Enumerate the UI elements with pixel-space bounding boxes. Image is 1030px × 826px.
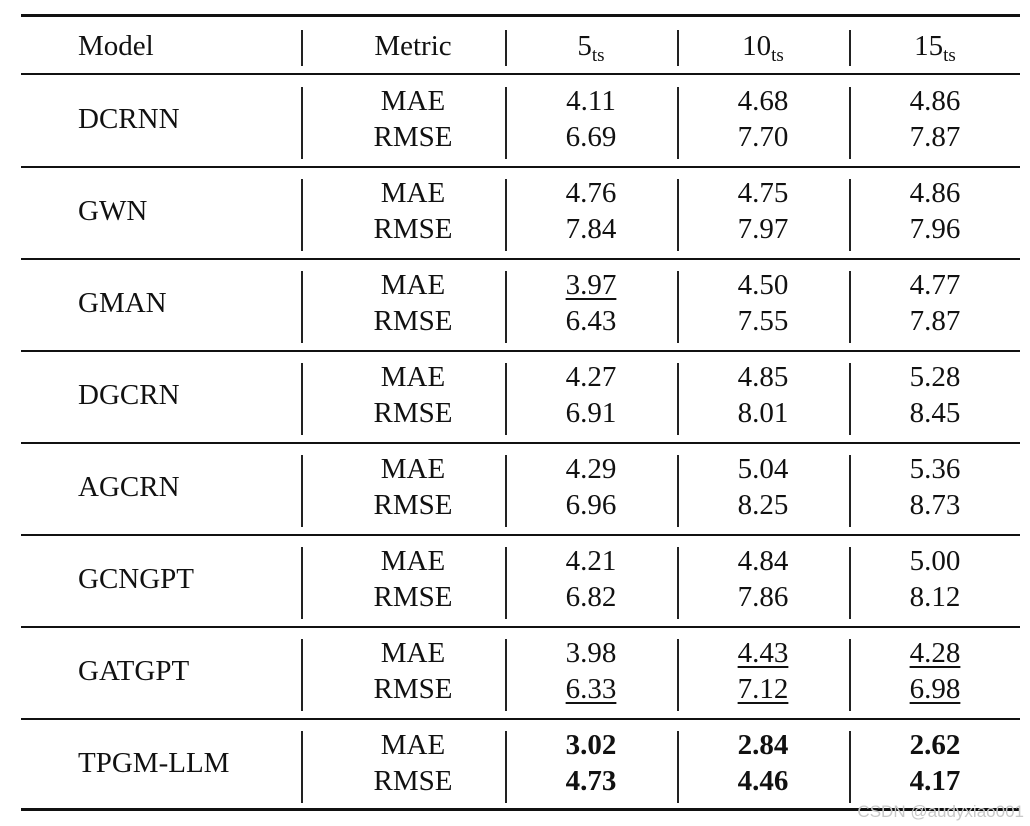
rmse-value: 4.46 xyxy=(737,765,789,797)
rmse-value: 6.91 xyxy=(565,397,617,429)
rmse-value: 8.73 xyxy=(909,489,961,521)
rmse-value: 8.45 xyxy=(909,397,961,429)
metric-rmse-label: RMSE xyxy=(373,765,453,797)
results-table xyxy=(21,0,1020,826)
watermark-text: CSDN @audyxiao001 xyxy=(857,802,1024,821)
row-rule xyxy=(21,534,1020,536)
metric-rmse-label: RMSE xyxy=(373,213,453,245)
column-divider xyxy=(505,639,507,711)
metric-rmse-label: RMSE xyxy=(373,581,453,613)
column-divider xyxy=(505,363,507,435)
mae-value: 3.98 xyxy=(565,637,617,669)
mae-value: 4.28 xyxy=(909,637,961,669)
rmse-value: 6.96 xyxy=(565,489,617,521)
mae-value: 4.84 xyxy=(737,545,789,577)
metric-rmse-label: RMSE xyxy=(373,673,453,705)
header-10ts: $10_{ts}$ xyxy=(742,30,784,66)
column-divider xyxy=(677,271,679,343)
column-divider xyxy=(677,179,679,251)
header-divider xyxy=(301,30,303,66)
mae-value: 4.29 xyxy=(565,453,617,485)
metric-mae-label: MAE xyxy=(380,637,446,669)
rmse-value: 6.82 xyxy=(565,581,617,613)
rmse-value: 7.55 xyxy=(737,305,789,337)
mae-value: 4.86 xyxy=(909,177,961,209)
column-divider xyxy=(505,87,507,159)
column-divider xyxy=(301,271,303,343)
model-name: GATGPT xyxy=(78,655,190,687)
column-divider xyxy=(849,363,851,435)
rmse-value: 7.86 xyxy=(737,581,789,613)
model-name: GMAN xyxy=(78,287,167,319)
column-divider xyxy=(677,639,679,711)
metric-mae-label: MAE xyxy=(380,545,446,577)
column-divider xyxy=(849,179,851,251)
model-name: TPGM-LLM xyxy=(78,747,230,779)
model-name: AGCRN xyxy=(78,471,180,503)
rmse-value: 8.25 xyxy=(737,489,789,521)
mae-value: 2.62 xyxy=(909,729,961,761)
row-rule xyxy=(21,258,1020,260)
rmse-value: 7.70 xyxy=(737,121,789,153)
column-divider xyxy=(849,731,851,803)
mae-value: 4.85 xyxy=(737,361,789,393)
top-rule xyxy=(21,14,1020,17)
column-divider xyxy=(677,363,679,435)
rmse-value: 7.84 xyxy=(565,213,617,245)
mae-value: 2.84 xyxy=(737,729,789,761)
metric-mae-label: MAE xyxy=(380,85,446,117)
mae-value: 4.77 xyxy=(909,269,961,301)
header-5ts: $5_{ts}$ xyxy=(577,30,605,66)
rmse-value: 7.87 xyxy=(909,121,961,153)
metric-mae-label: MAE xyxy=(380,729,446,761)
row-rule xyxy=(21,350,1020,352)
mae-value: 3.02 xyxy=(565,729,617,761)
model-name: DGCRN xyxy=(78,379,180,411)
model-name: DCRNN xyxy=(78,103,180,135)
metric-rmse-label: RMSE xyxy=(373,121,453,153)
rmse-value: 6.69 xyxy=(565,121,617,153)
mae-value: 5.04 xyxy=(737,453,789,485)
column-divider xyxy=(849,271,851,343)
column-divider xyxy=(849,547,851,619)
header-15ts: $15_{ts}$ xyxy=(914,30,956,66)
column-divider xyxy=(301,363,303,435)
row-rule xyxy=(21,442,1020,444)
column-divider xyxy=(301,455,303,527)
mae-value: 5.28 xyxy=(909,361,961,393)
model-name: GWN xyxy=(78,195,148,227)
column-divider xyxy=(677,455,679,527)
rmse-value: 8.01 xyxy=(737,397,789,429)
mae-value: 3.97 xyxy=(565,269,617,301)
metric-rmse-label: RMSE xyxy=(373,489,453,521)
column-divider xyxy=(301,179,303,251)
column-divider xyxy=(849,639,851,711)
row-rule xyxy=(21,718,1020,720)
column-divider xyxy=(677,547,679,619)
header-divider xyxy=(677,30,679,66)
column-divider xyxy=(301,87,303,159)
mae-value: 4.43 xyxy=(737,637,789,669)
rmse-value: 4.73 xyxy=(565,765,617,797)
rmse-value: 7.96 xyxy=(909,213,961,245)
metric-mae-label: MAE xyxy=(380,177,446,209)
metric-mae-label: MAE xyxy=(380,453,446,485)
mae-value: 4.75 xyxy=(737,177,789,209)
mae-value: 4.76 xyxy=(565,177,617,209)
header-model: Model xyxy=(78,30,154,62)
rmse-value: 6.33 xyxy=(565,673,617,705)
mae-value: 4.27 xyxy=(565,361,617,393)
mae-value: 5.00 xyxy=(909,545,961,577)
column-divider xyxy=(505,731,507,803)
column-divider xyxy=(849,455,851,527)
rmse-value: 7.12 xyxy=(737,673,789,705)
mae-value: 4.21 xyxy=(565,545,617,577)
column-divider xyxy=(505,271,507,343)
header-metric: Metric xyxy=(374,30,452,62)
column-divider xyxy=(849,87,851,159)
row-rule xyxy=(21,166,1020,168)
column-divider xyxy=(301,731,303,803)
header-divider xyxy=(849,30,851,66)
metric-rmse-label: RMSE xyxy=(373,305,453,337)
rmse-value: 7.97 xyxy=(737,213,789,245)
column-divider xyxy=(505,547,507,619)
column-divider xyxy=(301,547,303,619)
column-divider xyxy=(505,455,507,527)
metric-mae-label: MAE xyxy=(380,361,446,393)
mae-value: 4.11 xyxy=(566,85,616,117)
header-divider xyxy=(505,30,507,66)
column-divider xyxy=(505,179,507,251)
rmse-value: 6.43 xyxy=(565,305,617,337)
column-divider xyxy=(301,639,303,711)
metric-rmse-label: RMSE xyxy=(373,397,453,429)
model-name: GCNGPT xyxy=(78,563,195,595)
column-divider xyxy=(677,87,679,159)
rmse-value: 7.87 xyxy=(909,305,961,337)
rmse-value: 4.17 xyxy=(909,765,961,797)
mae-value: 5.36 xyxy=(909,453,961,485)
header-rule xyxy=(21,73,1020,75)
rmse-value: 6.98 xyxy=(909,673,961,705)
column-divider xyxy=(677,731,679,803)
row-rule xyxy=(21,626,1020,628)
mae-value: 4.86 xyxy=(909,85,961,117)
rmse-value: 8.12 xyxy=(909,581,961,613)
mae-value: 4.50 xyxy=(737,269,789,301)
mae-value: 4.68 xyxy=(737,85,789,117)
metric-mae-label: MAE xyxy=(380,269,446,301)
